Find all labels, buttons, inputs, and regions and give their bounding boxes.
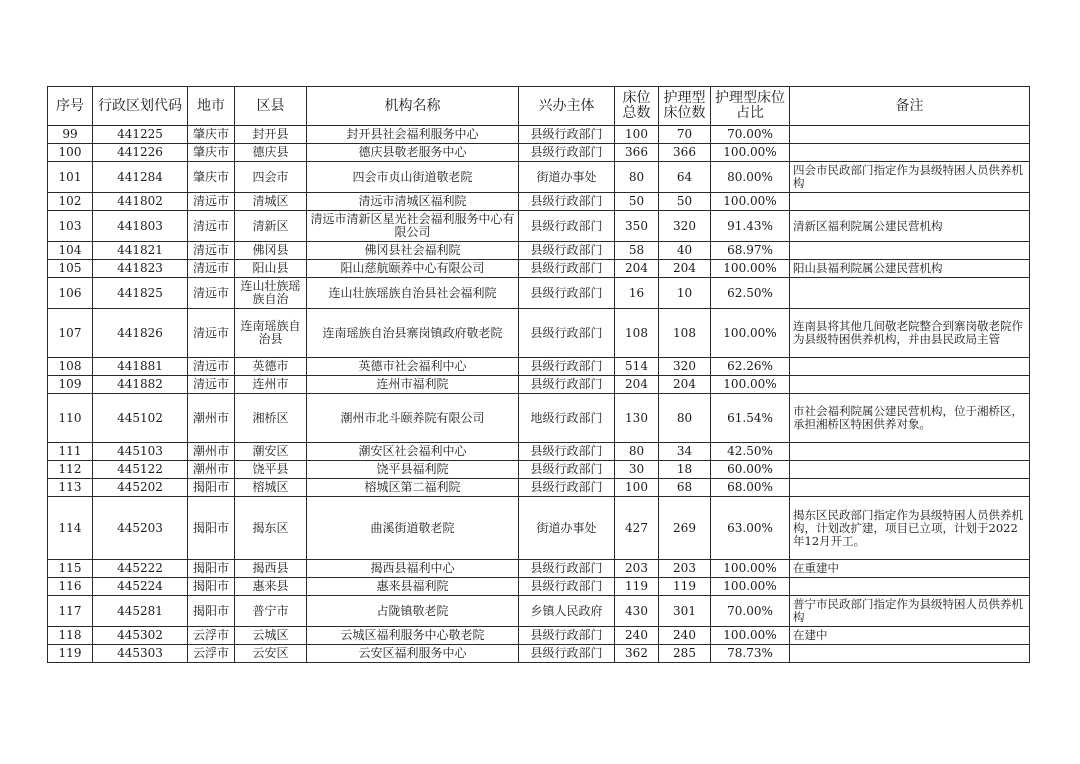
cell-beds: 16 — [615, 278, 659, 309]
cell-ratio: 61.54% — [711, 394, 790, 443]
cell-county: 四会市 — [235, 162, 307, 193]
cell-sponsor: 县级行政部门 — [519, 645, 615, 663]
cell-ratio: 63.00% — [711, 497, 790, 560]
cell-care: 320 — [659, 211, 711, 242]
cell-county: 云城区 — [235, 627, 307, 645]
table-row — [48, 242, 1030, 260]
cell-code: 441825 — [93, 278, 188, 309]
cell-beds: 50 — [615, 193, 659, 211]
cell-beds: 204 — [615, 376, 659, 394]
cell-city: 清远市 — [188, 376, 235, 394]
cell-name: 揭西县福利中心 — [307, 560, 519, 578]
cell-county: 湘桥区 — [235, 394, 307, 443]
cell-beds: 130 — [615, 394, 659, 443]
cell-beds: 430 — [615, 596, 659, 627]
cell-sponsor: 县级行政部门 — [519, 211, 615, 242]
cell-city: 清远市 — [188, 358, 235, 376]
cell-code: 441226 — [93, 144, 188, 162]
cell-care: 18 — [659, 461, 711, 479]
header-row — [48, 87, 1030, 126]
table-row — [48, 479, 1030, 497]
cell-sponsor: 街道办事处 — [519, 162, 615, 193]
cell-name: 德庆县敬老服务中心 — [307, 144, 519, 162]
cell-note: 四会市民政部门指定作为县级特困人员供养机构 — [790, 162, 1030, 193]
cell-ratio: 70.00% — [711, 126, 790, 144]
cell-no: 100 — [48, 144, 93, 162]
cell-county: 揭西县 — [235, 560, 307, 578]
cell-ratio: 100.00% — [711, 144, 790, 162]
cell-sponsor: 县级行政部门 — [519, 578, 615, 596]
cell-city: 揭阳市 — [188, 497, 235, 560]
cell-city: 揭阳市 — [188, 560, 235, 578]
col-header-note: 备注 — [790, 87, 1030, 126]
cell-note — [790, 126, 1030, 144]
cell-no: 103 — [48, 211, 93, 242]
cell-no: 107 — [48, 309, 93, 358]
cell-ratio: 91.43% — [711, 211, 790, 242]
cell-name: 封开县社会福利服务中心 — [307, 126, 519, 144]
cell-county: 佛冈县 — [235, 242, 307, 260]
cell-note — [790, 578, 1030, 596]
cell-name: 佛冈县社会福利院 — [307, 242, 519, 260]
cell-ratio: 80.00% — [711, 162, 790, 193]
cell-care: 68 — [659, 479, 711, 497]
cell-care: 70 — [659, 126, 711, 144]
cell-county: 揭东区 — [235, 497, 307, 560]
cell-beds: 204 — [615, 260, 659, 278]
table-row — [48, 162, 1030, 193]
cell-care: 240 — [659, 627, 711, 645]
cell-sponsor: 街道办事处 — [519, 497, 615, 560]
cell-code: 441803 — [93, 211, 188, 242]
cell-beds: 119 — [615, 578, 659, 596]
cell-care: 34 — [659, 443, 711, 461]
cell-sponsor: 县级行政部门 — [519, 242, 615, 260]
cell-sponsor: 乡镇人民政府 — [519, 596, 615, 627]
cell-note — [790, 144, 1030, 162]
cell-county: 普宁市 — [235, 596, 307, 627]
cell-code: 445103 — [93, 443, 188, 461]
cell-name: 阳山慈航颐养中心有限公司 — [307, 260, 519, 278]
cell-no: 109 — [48, 376, 93, 394]
cell-care: 269 — [659, 497, 711, 560]
cell-beds: 427 — [615, 497, 659, 560]
col-header-name: 机构名称 — [307, 87, 519, 126]
cell-beds: 58 — [615, 242, 659, 260]
cell-name: 英德市社会福利中心 — [307, 358, 519, 376]
cell-ratio: 62.26% — [711, 358, 790, 376]
col-header-city: 地市 — [188, 87, 235, 126]
cell-note: 清新区福利院属公建民营机构 — [790, 211, 1030, 242]
cell-beds: 100 — [615, 479, 659, 497]
cell-name: 连山壮族瑶族自治县社会福利院 — [307, 278, 519, 309]
col-header-beds: 床位总数 — [615, 87, 659, 126]
cell-sponsor: 县级行政部门 — [519, 260, 615, 278]
cell-no: 114 — [48, 497, 93, 560]
cell-note — [790, 376, 1030, 394]
cell-no: 115 — [48, 560, 93, 578]
cell-name: 潮安区社会福利中心 — [307, 443, 519, 461]
cell-code: 445122 — [93, 461, 188, 479]
cell-beds: 108 — [615, 309, 659, 358]
cell-code: 441881 — [93, 358, 188, 376]
cell-beds: 30 — [615, 461, 659, 479]
cell-beds: 362 — [615, 645, 659, 663]
cell-name: 饶平县福利院 — [307, 461, 519, 479]
cell-name: 占陇镇敬老院 — [307, 596, 519, 627]
cell-county: 清新区 — [235, 211, 307, 242]
cell-care: 80 — [659, 394, 711, 443]
cell-name: 惠来县福利院 — [307, 578, 519, 596]
cell-city: 揭阳市 — [188, 596, 235, 627]
cell-no: 117 — [48, 596, 93, 627]
cell-note: 在建中 — [790, 627, 1030, 645]
cell-name: 连南瑶族自治县寨岗镇政府敬老院 — [307, 309, 519, 358]
cell-code: 445203 — [93, 497, 188, 560]
cell-city: 潮州市 — [188, 394, 235, 443]
cell-note: 在重建中 — [790, 560, 1030, 578]
cell-ratio: 100.00% — [711, 578, 790, 596]
col-header-sponsor: 兴办主体 — [519, 87, 615, 126]
cell-beds: 100 — [615, 126, 659, 144]
cell-note: 揭东区民政部门指定作为县级特困人员供养机构，计划改扩建，项目已立项，计划于2022年12月开工。 — [790, 497, 1030, 560]
cell-city: 清远市 — [188, 278, 235, 309]
cell-care: 10 — [659, 278, 711, 309]
cell-county: 惠来县 — [235, 578, 307, 596]
cell-ratio: 78.73% — [711, 645, 790, 663]
table-row — [48, 126, 1030, 144]
cell-no: 110 — [48, 394, 93, 443]
cell-no: 108 — [48, 358, 93, 376]
cell-city: 潮州市 — [188, 443, 235, 461]
cell-note — [790, 278, 1030, 309]
cell-note: 市社会福利院属公建民营机构，位于湘桥区，承担湘桥区特困供养对象。 — [790, 394, 1030, 443]
cell-note: 普宁市民政部门指定作为县级特困人员供养机构 — [790, 596, 1030, 627]
cell-sponsor: 县级行政部门 — [519, 144, 615, 162]
cell-sponsor: 县级行政部门 — [519, 443, 615, 461]
cell-ratio: 100.00% — [711, 560, 790, 578]
cell-note — [790, 443, 1030, 461]
cell-ratio: 42.50% — [711, 443, 790, 461]
cell-beds: 240 — [615, 627, 659, 645]
cell-sponsor: 县级行政部门 — [519, 193, 615, 211]
cell-ratio: 100.00% — [711, 309, 790, 358]
cell-name: 四会市贞山街道敬老院 — [307, 162, 519, 193]
cell-code: 441821 — [93, 242, 188, 260]
table-row — [48, 645, 1030, 663]
cell-sponsor: 县级行政部门 — [519, 358, 615, 376]
table-row — [48, 560, 1030, 578]
table-row — [48, 578, 1030, 596]
cell-ratio: 62.50% — [711, 278, 790, 309]
cell-name: 连州市福利院 — [307, 376, 519, 394]
cell-county: 德庆县 — [235, 144, 307, 162]
table-row — [48, 394, 1030, 443]
cell-sponsor: 县级行政部门 — [519, 126, 615, 144]
cell-code: 445222 — [93, 560, 188, 578]
cell-city: 清远市 — [188, 260, 235, 278]
cell-county: 饶平县 — [235, 461, 307, 479]
col-header-county: 区县 — [235, 87, 307, 126]
cell-name: 曲溪街道敬老院 — [307, 497, 519, 560]
cell-sponsor: 县级行政部门 — [519, 278, 615, 309]
cell-note — [790, 193, 1030, 211]
cell-ratio: 100.00% — [711, 193, 790, 211]
col-header-code: 行政区划代码 — [93, 87, 188, 126]
cell-code: 441284 — [93, 162, 188, 193]
cell-sponsor: 县级行政部门 — [519, 479, 615, 497]
cell-ratio: 100.00% — [711, 627, 790, 645]
col-header-care-ratio: 护理型床位占比 — [711, 87, 790, 126]
cell-care: 285 — [659, 645, 711, 663]
cell-city: 肇庆市 — [188, 126, 235, 144]
table-row — [48, 144, 1030, 162]
cell-care: 301 — [659, 596, 711, 627]
cell-code: 441826 — [93, 309, 188, 358]
table-row — [48, 278, 1030, 309]
cell-note: 阳山县福利院属公建民营机构 — [790, 260, 1030, 278]
table-row — [48, 358, 1030, 376]
table-row — [48, 443, 1030, 461]
cell-city: 清远市 — [188, 242, 235, 260]
cell-code: 445102 — [93, 394, 188, 443]
cell-no: 118 — [48, 627, 93, 645]
cell-code: 441882 — [93, 376, 188, 394]
cell-county: 潮安区 — [235, 443, 307, 461]
cell-no: 106 — [48, 278, 93, 309]
cell-no: 105 — [48, 260, 93, 278]
table-row — [48, 497, 1030, 560]
cell-no: 102 — [48, 193, 93, 211]
cell-county: 榕城区 — [235, 479, 307, 497]
cell-note — [790, 645, 1030, 663]
cell-ratio: 70.00% — [711, 596, 790, 627]
cell-code: 441802 — [93, 193, 188, 211]
cell-beds: 80 — [615, 443, 659, 461]
cell-care: 40 — [659, 242, 711, 260]
cell-no: 116 — [48, 578, 93, 596]
cell-no: 111 — [48, 443, 93, 461]
cell-care: 204 — [659, 376, 711, 394]
cell-county: 清城区 — [235, 193, 307, 211]
cell-city: 云浮市 — [188, 627, 235, 645]
cell-no: 101 — [48, 162, 93, 193]
cell-name: 清远市清新区星光社会福利服务中心有限公司 — [307, 211, 519, 242]
cell-ratio: 68.00% — [711, 479, 790, 497]
col-header-care-beds: 护理型床位数 — [659, 87, 711, 126]
cell-city: 潮州市 — [188, 461, 235, 479]
cell-name: 云城区福利服务中心敬老院 — [307, 627, 519, 645]
cell-city: 揭阳市 — [188, 578, 235, 596]
cell-county: 英德市 — [235, 358, 307, 376]
cell-care: 320 — [659, 358, 711, 376]
cell-beds: 203 — [615, 560, 659, 578]
cell-care: 203 — [659, 560, 711, 578]
cell-code: 445202 — [93, 479, 188, 497]
cell-beds: 514 — [615, 358, 659, 376]
cell-ratio: 60.00% — [711, 461, 790, 479]
cell-ratio: 68.97% — [711, 242, 790, 260]
cell-city: 肇庆市 — [188, 162, 235, 193]
table-row — [48, 211, 1030, 242]
col-header-no: 序号 — [48, 87, 93, 126]
cell-sponsor: 县级行政部门 — [519, 560, 615, 578]
cell-note — [790, 461, 1030, 479]
table-row — [48, 193, 1030, 211]
cell-ratio: 100.00% — [711, 376, 790, 394]
cell-sponsor: 地级行政部门 — [519, 394, 615, 443]
cell-care: 366 — [659, 144, 711, 162]
cell-city: 揭阳市 — [188, 479, 235, 497]
cell-name: 潮州市北斗颐养院有限公司 — [307, 394, 519, 443]
cell-code: 441823 — [93, 260, 188, 278]
cell-no: 99 — [48, 126, 93, 144]
cell-name: 清远市清城区福利院 — [307, 193, 519, 211]
cell-city: 清远市 — [188, 193, 235, 211]
cell-no: 112 — [48, 461, 93, 479]
cell-sponsor: 县级行政部门 — [519, 627, 615, 645]
cell-city: 肇庆市 — [188, 144, 235, 162]
cell-care: 64 — [659, 162, 711, 193]
institution-table — [47, 86, 1030, 663]
cell-city: 清远市 — [188, 309, 235, 358]
cell-beds: 80 — [615, 162, 659, 193]
cell-note: 连南县将其他几间敬老院整合到寨岗敬老院作为县级特困供养机构，并由县民政局主管 — [790, 309, 1030, 358]
cell-no: 104 — [48, 242, 93, 260]
cell-county: 封开县 — [235, 126, 307, 144]
cell-city: 清远市 — [188, 211, 235, 242]
cell-code: 445302 — [93, 627, 188, 645]
cell-sponsor: 县级行政部门 — [519, 461, 615, 479]
cell-code: 445224 — [93, 578, 188, 596]
table-row — [48, 260, 1030, 278]
cell-care: 119 — [659, 578, 711, 596]
table-row — [48, 596, 1030, 627]
table-row — [48, 309, 1030, 358]
cell-care: 204 — [659, 260, 711, 278]
cell-beds: 350 — [615, 211, 659, 242]
cell-ratio: 100.00% — [711, 260, 790, 278]
cell-code: 441225 — [93, 126, 188, 144]
cell-note — [790, 242, 1030, 260]
cell-sponsor: 县级行政部门 — [519, 376, 615, 394]
table-row — [48, 376, 1030, 394]
cell-county: 连州市 — [235, 376, 307, 394]
cell-county: 阳山县 — [235, 260, 307, 278]
cell-code: 445303 — [93, 645, 188, 663]
table-row — [48, 461, 1030, 479]
cell-no: 119 — [48, 645, 93, 663]
cell-county: 连南瑶族自治县 — [235, 309, 307, 358]
cell-city: 云浮市 — [188, 645, 235, 663]
cell-county: 连山壮族瑶族自治 — [235, 278, 307, 309]
cell-code: 445281 — [93, 596, 188, 627]
cell-beds: 366 — [615, 144, 659, 162]
cell-care: 50 — [659, 193, 711, 211]
cell-county: 云安区 — [235, 645, 307, 663]
cell-note — [790, 358, 1030, 376]
cell-name: 云安区福利服务中心 — [307, 645, 519, 663]
table-row — [48, 627, 1030, 645]
cell-sponsor: 县级行政部门 — [519, 309, 615, 358]
cell-name: 榕城区第二福利院 — [307, 479, 519, 497]
cell-care: 108 — [659, 309, 711, 358]
cell-note — [790, 479, 1030, 497]
cell-no: 113 — [48, 479, 93, 497]
